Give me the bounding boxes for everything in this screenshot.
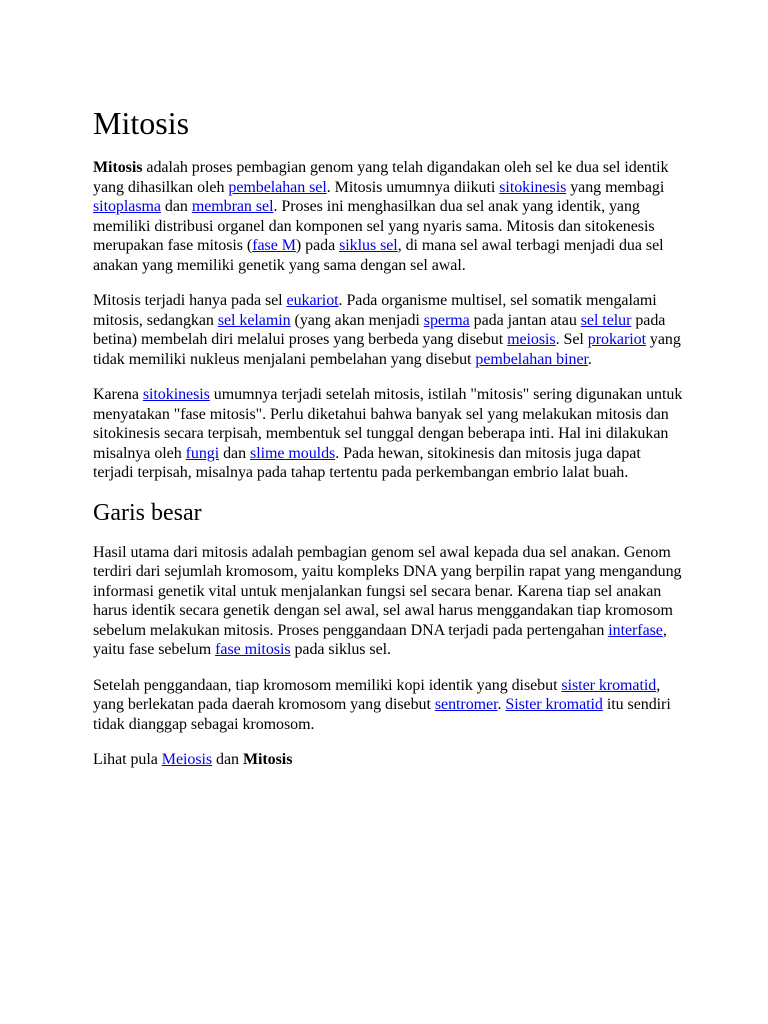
text-run: Karena — [93, 386, 143, 403]
text-run: ) pada — [295, 237, 340, 254]
paragraph — [93, 543, 683, 660]
text-run: (yang akan menjadi — [290, 311, 424, 329]
link-sentromer[interactable]: sentromer — [434, 696, 498, 713]
section-heading: Garis besar — [93, 499, 202, 526]
text-run: pada jantan atau — [469, 311, 581, 329]
text-run: umumnya terjadi setelah mitosis, istilah "mitosis" sering digunakan untuk menyatakan "fase mitosis". Perlu diketahui bahwa banyak sel yang melakukan mitosis dan sitokinesis secara terpisah, membentuk sel tunggal dengan beberapa inti. Hal ini dilakukan misalnya oleh — [93, 386, 683, 462]
intro-section — [93, 158, 683, 483]
text-run: yang membagi — [566, 178, 665, 196]
link-slime-moulds[interactable]: slime moulds — [250, 444, 336, 462]
text-run: yang tidak memiliki nukleus menjalani pembelahan yang disebut — [93, 331, 681, 368]
link-meiosis[interactable]: meiosis — [507, 331, 556, 348]
link-interfase[interactable]: interfase — [608, 621, 663, 639]
link-sitokinesis[interactable]: sitokinesis — [142, 386, 210, 403]
text-run: , di mana sel awal terbagi menjadi dua sel anakan yang memiliki genetik yang sama dengan sel awal. — [93, 237, 664, 274]
outline-section — [93, 543, 683, 770]
link-meiosis[interactable]: Meiosis — [161, 751, 213, 768]
link-eukariot[interactable]: eukariot — [286, 292, 339, 309]
link-sister-kromatid[interactable]: sister kromatid — [561, 676, 657, 694]
text-run: Setelah penggandaan, tiap kromosom memiliki kopi identik yang disebut — [93, 676, 562, 694]
see-also — [93, 750, 683, 770]
link-pembelahan-sel[interactable]: pembelahan sel — [228, 178, 327, 196]
bold-term: Mitosis — [242, 751, 293, 768]
link-sitoplasma[interactable]: sitoplasma — [93, 198, 161, 215]
text-run: itu sendiri tidak dianggap sebagai kromosom. — [93, 696, 671, 733]
paragraph — [93, 385, 683, 483]
link-membran-sel[interactable]: membran sel — [191, 198, 274, 215]
text-run: . Proses ini menghasilkan dua sel anak yang identik, yang memiliki distribusi organel dan komponen sel yang nyaris sama. Mitosis dan sitokenesis merupakan fase mitosis ( — [93, 198, 655, 254]
link-sel-kelamin[interactable]: sel kelamin — [217, 311, 291, 329]
link-sperma[interactable]: sperma — [423, 311, 470, 329]
text-run: dan — [219, 444, 251, 462]
text-run: . Pada hewan, sitokinesis dan mitosis juga dapat terjadi terpisah, misalnya pada tahap tertentu pada perkembangan embrio lalat buah. — [93, 444, 641, 481]
link-fungi[interactable]: fungi — [185, 444, 220, 462]
link-sel-telur[interactable]: sel telur — [580, 311, 632, 329]
text-run: . Sel — [555, 331, 588, 348]
bold-term: Mitosis — [93, 159, 143, 176]
paragraph — [93, 291, 683, 369]
text-run: pada betina) membelah diri melalui proses yang berbeda yang disebut — [93, 311, 666, 348]
text-run: Mitosis terjadi hanya pada sel — [93, 292, 287, 309]
link-fase-m[interactable]: fase M — [252, 237, 296, 254]
link-prokariot[interactable]: prokariot — [587, 331, 646, 348]
paragraph — [93, 676, 683, 735]
text-run: Lihat pula — [93, 751, 162, 768]
text-run: Hasil utama dari mitosis adalah pembagian genom sel awal kepada dua sel anakan. Genom terdiri dari sejumlah kromosom, yaitu kompleks DNA yang berpilin rapat yang mengandung informasi genetik vital untuk menjalankan fungsi sel secara benar. Karena tiap sel anakan harus identik secara genetik dengan sel awal, sel awal harus menggandakan tiap kromosom sebelum melakukan mitosis. Proses penggandaan DNA terjadi pada pertengahan — [93, 543, 682, 639]
link-sitokinesis[interactable]: sitokinesis — [499, 178, 567, 196]
text-run: pada siklus sel. — [290, 641, 392, 658]
link-fase-mitosis[interactable]: fase mitosis — [215, 641, 291, 658]
text-run: dan — [212, 751, 243, 768]
text-run: . Mitosis umumnya diikuti — [326, 178, 500, 196]
text-run: . — [587, 350, 592, 368]
link-siklus-sel[interactable]: siklus sel — [339, 237, 398, 254]
text-run: adalah proses pembagian genom yang telah digandakan oleh sel ke dua sel identik yang dihasilkan oleh — [93, 159, 669, 196]
text-run: , yang berlekatan pada daerah kromosom yang disebut — [93, 676, 661, 713]
paragraph — [93, 158, 683, 275]
page-title: Mitosis — [93, 105, 190, 141]
article — [93, 104, 683, 786]
text-run: dan — [160, 198, 192, 215]
text-run: . Pada organisme multisel, sel somatik mengalami mitosis, sedangkan — [93, 292, 657, 329]
link-sister-kromatid[interactable]: Sister kromatid — [505, 696, 603, 713]
text-run: . — [497, 696, 506, 713]
text-run: , yaitu fase sebelum — [93, 621, 667, 658]
link-pembelahan-biner[interactable]: pembelahan biner — [475, 350, 588, 368]
